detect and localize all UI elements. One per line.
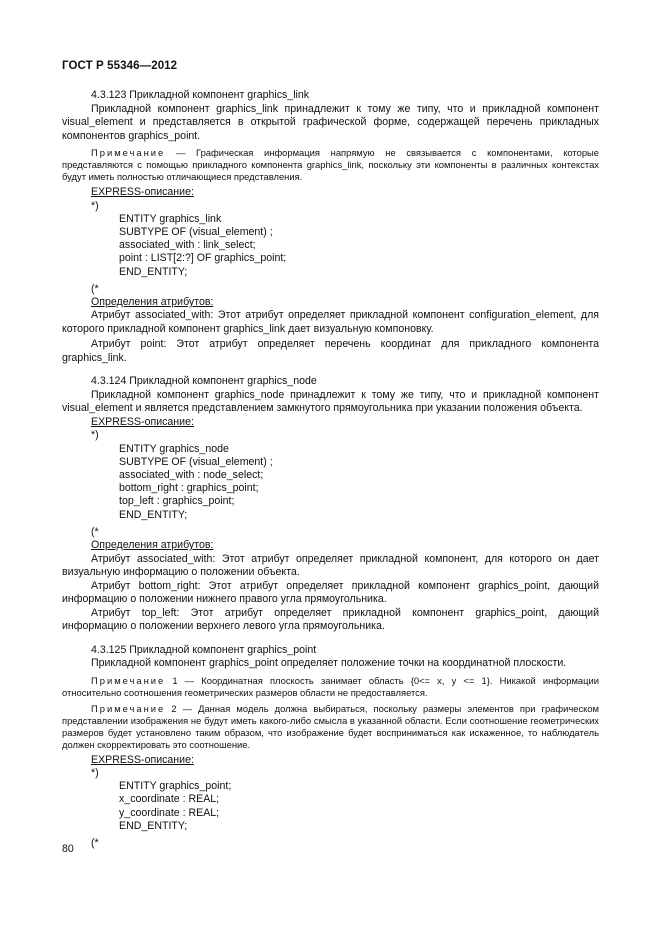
section-heading: 4.3.124 Прикладной компонент graphics_node xyxy=(91,375,317,388)
attribute-definition: Атрибут point: Этот атрибут определяет перечень координат для прикладного компонента graphics_link. xyxy=(62,338,599,364)
code-line: associated_with : node_select; xyxy=(119,469,264,482)
document-header: ГОСТ Р 55346—2012 xyxy=(62,60,178,72)
code-close: (* xyxy=(91,282,99,295)
attribute-definition: Атрибут associated_with: Этот атрибут определяет прикладной компонент, для которого он дает визуальную информацию о положении объекта. xyxy=(62,552,599,579)
express-label: EXPRESS-описание: xyxy=(91,415,194,428)
express-code-block xyxy=(62,429,599,539)
code-line: END_ENTITY; xyxy=(119,265,188,278)
code-line: ENTITY graphics_point; xyxy=(119,780,232,793)
section-4-3-123 xyxy=(62,89,599,365)
section-heading: 4.3.123 Прикладной компонент graphics_link xyxy=(91,89,310,101)
attributes-label: Определения атрибутов: xyxy=(91,539,214,552)
code-line: point : LIST[2:?] OF graphics_point; xyxy=(119,252,287,265)
express-label: EXPRESS-описание: xyxy=(91,186,194,198)
attributes-label: Определения атрибутов: xyxy=(91,295,214,308)
attribute-definition: Атрибут bottom_right: Этот атрибут определяет прикладной компонент graphics_point, дающий информацию о положении нижнего правого угла прямоугольника. xyxy=(62,579,599,606)
express-label: EXPRESS-описание: xyxy=(91,753,194,766)
note-text: — Графическая информация напрямую не связывается с компонентами, которые представляются с помощью прикладного компонента graphics_link, поскольку эти компоненты в различных контекстах будут иметь полностью отличающиеся представления. xyxy=(62,147,599,182)
note-label: Примечание xyxy=(91,147,166,158)
code-line: associated_with : link_select; xyxy=(119,239,256,252)
section-heading: 4.3.125 Прикладной компонент graphics_point xyxy=(91,643,317,656)
page-number: 80 xyxy=(62,843,74,855)
document-body xyxy=(62,89,599,850)
code-line: bottom_right : graphics_point; xyxy=(119,482,259,495)
code-line: ENTITY graphics_node xyxy=(119,442,229,455)
attribute-definition: Атрибут associated_with: Этот атрибут определяет прикладной компонент configuration_element, для которого прикладной компонент graphics_link дает визуальную компоновку. xyxy=(62,309,599,335)
note-1 xyxy=(62,675,599,699)
note-label: Примечание xyxy=(91,702,166,714)
code-line: top_left : graphics_point; xyxy=(119,495,235,508)
note-2 xyxy=(62,703,599,751)
code-open: *) xyxy=(91,199,99,212)
code-close: (* xyxy=(91,525,99,538)
code-line: ENTITY graphics_link xyxy=(119,212,222,225)
note-text: 1 — Координатная плоскость занимает область {0<= x, y <= 1}. Никакой информации относительно соотношения геометрических размеров области не предоставляется. xyxy=(62,674,599,698)
code-line: x_coordinate : REAL; xyxy=(119,793,220,806)
code-open: *) xyxy=(91,429,99,442)
note-label: Примечание xyxy=(91,674,166,686)
express-code-block xyxy=(62,767,599,850)
code-open: *) xyxy=(91,767,99,780)
express-code-block xyxy=(62,200,599,296)
attribute-definition: Атрибут top_left: Этот атрибут определяет прикладной компонент graphics_point, дающий информацию о положении верхнего левого угла прямоугольника. xyxy=(62,606,599,633)
code-line: END_ENTITY; xyxy=(119,508,188,521)
section-4-3-125 xyxy=(62,644,599,851)
code-close: (* xyxy=(91,837,99,850)
section-4-3-124 xyxy=(62,375,599,633)
code-line: END_ENTITY; xyxy=(119,819,188,832)
section-paragraph: Прикладной компонент graphics_point определяет положение точки на координатной плоскости. xyxy=(91,657,567,670)
code-line: SUBTYPE OF (visual_element) ; xyxy=(119,455,273,468)
section-paragraph: Прикладной компонент graphics_node принадлежит к тому же типу, что и прикладной компонент visual_element и является представлением замкнутого прямоугольника при указании положения объекта. xyxy=(62,388,599,415)
section-paragraph: Прикладной компонент graphics_link принадлежит к тому же типу, что и прикладной компонент visual_element и представляется в открытой графической форме, содержащей перечень прикладных компонентов graphics_point. xyxy=(62,102,599,142)
note xyxy=(62,147,599,183)
code-line: y_coordinate : REAL; xyxy=(119,806,220,819)
code-line: SUBTYPE OF (visual_element) ; xyxy=(119,225,273,238)
note-text: 2 — Данная модель должна выбираться, поскольку размеры элементов при графическом представлении изображения не будут иметь какого-либо смысла в указанной области. Если соотношение геометрических размеров будет установлено таким образом, что изображение будет восприниматься как искаженное, то наблюдатель должен скорректировать это соотношение. xyxy=(62,702,599,750)
